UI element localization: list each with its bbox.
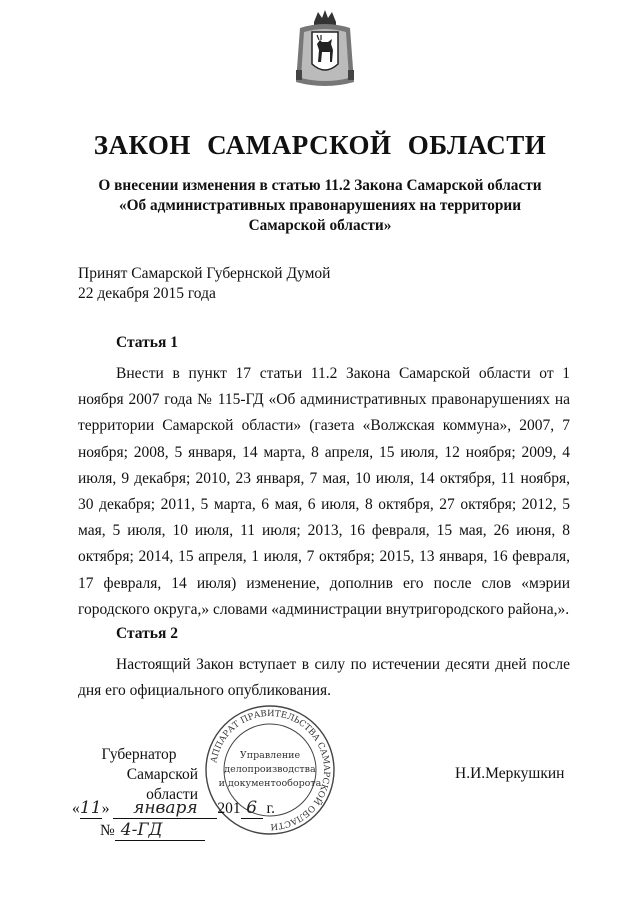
seal-inner-line: и документооборота xyxy=(218,778,322,789)
law-title: ЗАКОН САМАРСКОЙ ОБЛАСТИ xyxy=(93,130,547,160)
subtitle-line: О внесении изменения в статью 11.2 Закона Самарской области xyxy=(98,177,542,194)
adoption-info xyxy=(78,264,330,304)
signatory-position xyxy=(80,745,198,805)
subtitle-line: Самарской области» xyxy=(248,217,392,234)
seal-inner-line: делопроизводства xyxy=(224,764,316,775)
law-subtitle xyxy=(0,176,640,236)
article-2-heading: Статья 2 xyxy=(116,625,178,642)
position-line: Самарской области xyxy=(126,766,198,803)
date-close-quote: » xyxy=(101,800,110,817)
date-year-digit: 6 xyxy=(241,798,263,819)
article-2-text: Настоящий Закон вступает в силу по истечении десяти дней после дня его официального опубликования. xyxy=(78,656,570,700)
signatory-name: Н.И.Меркушкин xyxy=(455,765,565,782)
date-suffix: г. xyxy=(266,800,275,817)
adopted-by: Принят Самарской Губернской Думой xyxy=(78,265,331,282)
number-label: № xyxy=(100,822,115,839)
date-year-prefix: 201 xyxy=(217,800,241,817)
law-number xyxy=(100,820,205,841)
position-line: Губернатор xyxy=(101,746,177,763)
coat-of-arms-emblem xyxy=(292,8,358,90)
seal-inner-line: Управление xyxy=(239,750,301,761)
subtitle-line: «Об административных правонарушениях на территории xyxy=(118,197,522,214)
date-day: 11 xyxy=(79,798,102,818)
official-seal xyxy=(200,700,340,840)
number-value: 4-ГД xyxy=(115,820,205,841)
article-1-text: Внести в пункт 17 статьи 11.2 Закона Самарской области от 1 ноября 2007 года № 115-ГД «Об административных правонарушениях на территории Самарской области» (газета «Волжская коммуна», 2007, 7 ноября; 2008, 5 января, 14 марта, 8 апреля, 15 июля, 12 ноября; 2009, 4 июля, 9 декабря; 2010, 23 января, 7 мая, 10 июля, 14 октября, 11 ноября, 30 декабря; 2011, 5 марта, 6 мая, 6 июля, 8 октября, 27 октября; 2012, 5 мая, 5 июля, 10 июля, 11 июля; 2013, 16 февраля, 15 мая, 26 июня, 8 октября; 2014, 15 апреля, 1 июля, 7 октября; 2015, 13 января, 16 февраля, 17 февраля, 14 июля) изменение, дополнив его после слов «мэрии городского округа,» словами «администрации внутригородского района,». xyxy=(78,365,570,618)
article-1-heading: Статья 1 xyxy=(116,334,178,351)
adopted-date: 22 декабря 2015 года xyxy=(78,285,216,302)
date-month: января xyxy=(113,798,217,819)
seal-ring-text: АППАРАТ ПРАВИТЕЛЬСТВА САМАРСКОЙ ОБЛАСТИ xyxy=(209,708,332,832)
signing-date xyxy=(72,798,275,819)
date-open-quote: « xyxy=(72,800,80,817)
